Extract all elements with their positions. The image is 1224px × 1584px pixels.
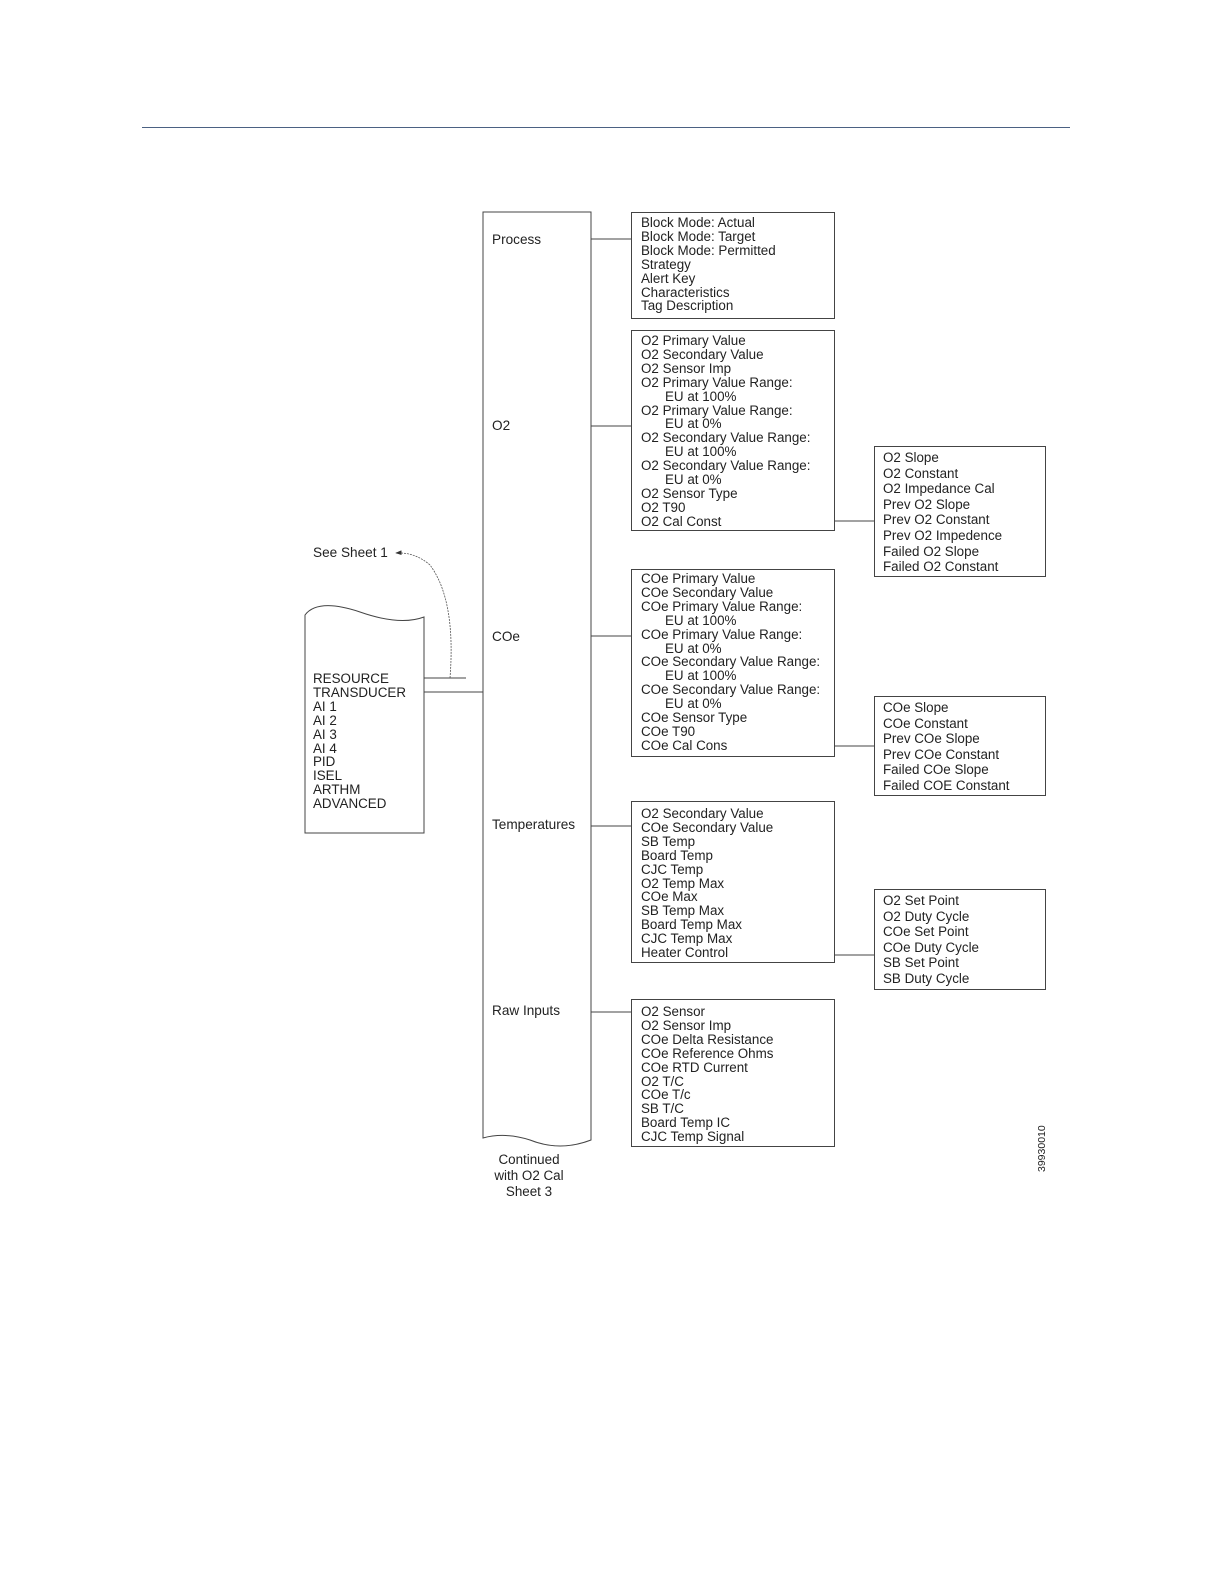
box-line: O2 Primary Value Range: (641, 374, 793, 390)
column-label-coe: COe (492, 629, 520, 644)
box-line: COe Set Point (883, 924, 969, 940)
column-label-process: Process (492, 232, 542, 247)
continued-line: Continued (498, 1152, 560, 1167)
box-line: COe T90 (641, 723, 696, 739)
box-line: O2 Secondary Value Range: (641, 458, 811, 474)
box-line: COe Max (641, 889, 698, 905)
temperatures-box (631, 801, 835, 963)
box-line: Block Mode: Target (641, 228, 756, 244)
box-line: Heater Control (641, 945, 729, 961)
column-label-temperatures: Temperatures (492, 817, 576, 832)
box-line: COe Secondary Value Range: (641, 654, 821, 670)
box-line: CJC Temp Signal (641, 1129, 745, 1145)
box-line: COe T/c (641, 1087, 691, 1103)
box-line: O2 Sensor (641, 1004, 706, 1019)
box-line: SB Duty Cycle (883, 970, 970, 986)
box-line: EU at 0% (665, 416, 722, 432)
box-line: Block Mode: Actual (641, 215, 755, 230)
box-line: O2 Impedance Cal (883, 481, 995, 497)
box-line: Failed COE Constant (883, 777, 1010, 793)
box-line: EU at 100% (665, 444, 737, 460)
box-line: COe Secondary Value (641, 819, 774, 835)
box-line: O2 Secondary Value Range: (641, 430, 811, 446)
o2-box (631, 330, 835, 531)
box-line: Prev O2 Slope (883, 496, 971, 512)
process-box (631, 212, 835, 319)
box-line: EU at 100% (665, 388, 737, 404)
resource-item: ISEL (313, 768, 343, 784)
box-line: EU at 0% (665, 696, 722, 712)
box-line: Failed COe Slope (883, 762, 989, 778)
figure-id: 39930010 (1036, 1125, 1048, 1172)
box-line: EU at 100% (665, 612, 737, 628)
box-line: Board Temp Max (641, 917, 742, 933)
box-line: CJC Temp (641, 861, 704, 877)
box-line: EU at 0% (665, 640, 722, 656)
box-line: Prev O2 Constant (883, 512, 990, 528)
box-line: CJC Temp Max (641, 931, 733, 947)
box-line: O2 T90 (641, 499, 686, 515)
box-line: EU at 0% (665, 472, 722, 488)
box-line: O2 Duty Cycle (883, 908, 970, 924)
box-line: O2 Slope (883, 450, 939, 465)
box-line: Prev COe Slope (883, 731, 980, 747)
box-line: COe Slope (883, 700, 949, 715)
box-line: O2 Primary Value (641, 333, 746, 348)
box-line: Alert Key (641, 270, 696, 286)
resource-item: AI 4 (313, 740, 337, 756)
box-line: COe Primary Value Range: (641, 598, 803, 614)
continued-line: Sheet 3 (505, 1184, 553, 1199)
box-line: COe Cal Cons (641, 737, 728, 753)
coe-box (631, 569, 835, 757)
box-line: O2 Secondary Value (641, 806, 764, 821)
coe-cal-box (874, 696, 1046, 796)
box-line: COe Duty Cycle (883, 939, 979, 955)
o2-cal-box (874, 446, 1046, 577)
box-line: COe RTD Current (641, 1059, 748, 1075)
box-line: COe Secondary Value Range: (641, 682, 821, 698)
box-line: O2 Sensor Type (641, 485, 738, 501)
resource-item: ARTHM (313, 782, 361, 798)
resource-item: AI 3 (313, 726, 337, 742)
resource-item: PID (313, 754, 336, 770)
box-line: Board Temp (641, 847, 713, 863)
box-line: O2 Set Point (883, 893, 959, 908)
box-line: O2 Sensor Imp (641, 360, 732, 376)
box-line: SB Temp (641, 833, 696, 849)
raw-inputs-box (631, 999, 835, 1147)
box-line: SB T/C (641, 1101, 684, 1117)
resource-item: AI 2 (313, 712, 337, 728)
box-line: EU at 100% (665, 668, 737, 684)
box-line: COe Primary Value Range: (641, 626, 803, 642)
box-line: COe Secondary Value (641, 584, 774, 600)
box-line: Strategy (641, 256, 691, 272)
box-line: Tag Description (641, 298, 734, 314)
resource-item: RESOURCE (313, 671, 389, 686)
box-line: Failed O2 Constant (883, 559, 999, 575)
box-line: O2 Secondary Value (641, 346, 764, 362)
box-line: Block Mode: Permitted (641, 242, 776, 258)
box-line: Failed O2 Slope (883, 543, 980, 559)
box-line: Prev COe Constant (883, 746, 1000, 762)
box-line: Board Temp IC (641, 1115, 731, 1131)
box-line: O2 Temp Max (641, 875, 725, 891)
box-line: COe Delta Resistance (641, 1031, 774, 1047)
box-line: SB Set Point (883, 955, 959, 971)
continued-note (482, 1152, 576, 1200)
resource-item: ADVANCED (313, 796, 387, 812)
box-line: COe Reference Ohms (641, 1045, 774, 1061)
see-sheet-label: See Sheet 1 (313, 545, 388, 560)
box-line: O2 T/C (641, 1073, 684, 1089)
box-line: COe Constant (883, 715, 968, 731)
resource-item: TRANSDUCER (313, 684, 406, 700)
box-line: O2 Cal Const (641, 513, 722, 529)
box-line: SB Temp Max (641, 903, 725, 919)
box-line: COe Sensor Type (641, 710, 748, 726)
continued-line: with O2 Cal (494, 1168, 564, 1183)
heater-control-box (874, 889, 1046, 990)
box-line: O2 Constant (883, 465, 959, 481)
box-line: Prev O2 Impedence (883, 527, 1003, 543)
column-label-o2: O2 (492, 418, 511, 433)
box-line: O2 Primary Value Range: (641, 402, 793, 418)
box-line: COe Primary Value (641, 571, 756, 586)
column-label-raw-inputs: Raw Inputs (492, 1003, 561, 1018)
box-line: O2 Sensor Imp (641, 1017, 732, 1033)
resource-block (313, 672, 406, 811)
box-line: Characteristics (641, 284, 730, 300)
resource-item: AI 1 (313, 698, 337, 714)
